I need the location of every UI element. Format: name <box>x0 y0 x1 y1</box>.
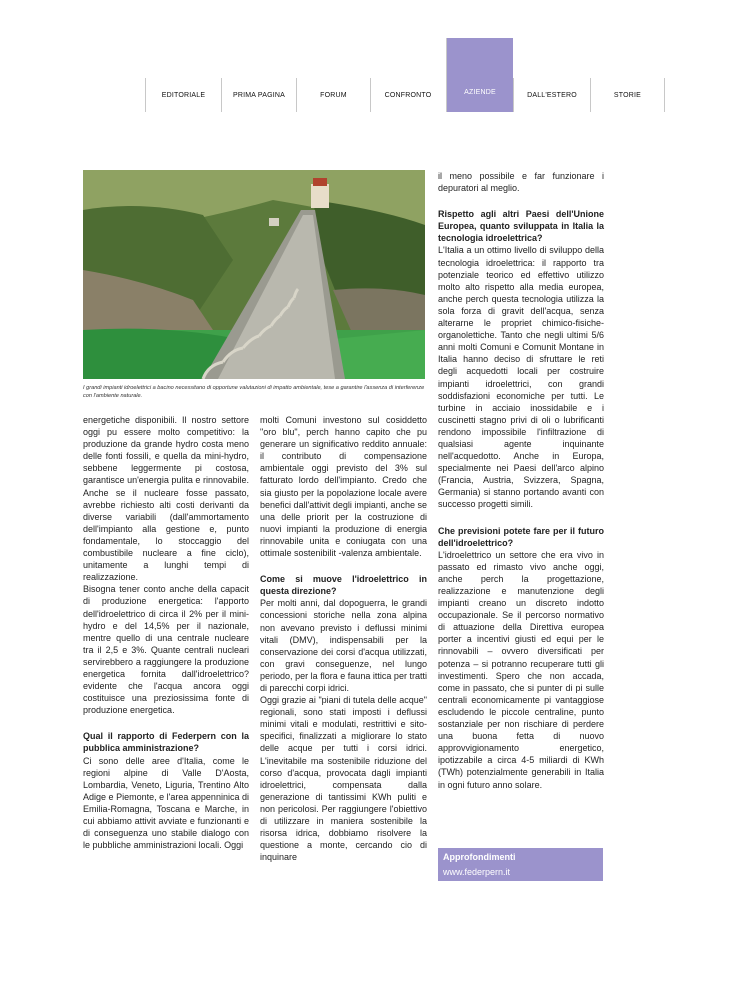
paragraph: Ci sono delle aree d'Italia, come le regioni alpine di Valle D'Aosta, Lombardia, Veneto, Liguria, Trentino Alto Adige e Piemonte, e l'area appenninica di Emilia-Romagna, Toscana e Marche, in cui abbiamo attivit avviate e funzionanti e di conseguenza uno stabile dialogo con le pubbliche amministrazioni locali. Oggi <box>83 755 249 851</box>
article-column-2 <box>260 414 427 863</box>
paragraph: L'idroelettrico un settore che era vivo in passato ed rimasto vivo anche oggi, anche perch la progettazione, realizzazione e manutenzione degli impianti creano un discreto indotto occupazionale. Se il percorso normativo di attuazione della Direttiva europea porter a incentivi giusti ed equi per le rinnovabili – ovvero diversificati per potenza – si potranno recuperare tutti gli investimenti. Spero che non accada, come in passato, che si punter di pi sulle centrali economicamente pi vantaggiose escludendo le piccole centraline, punto sostanziale per non rischiare di perdere una buona fetta di nuovo approvvigionamento energetico, ipotizzabile a circa 4-5 miliardi di KWh (TWh) potenzialmente generabili in Italia in ogni futuro anno solare. <box>438 549 604 790</box>
paragraph: Per molti anni, dal dopoguerra, le grandi concessioni storiche nella zona alpina non avevano previsto i deflussi minimi vitali (DMV), indispensabili per la conservazione dei corsi d'acqua utilizzati, con gravi conseguenze, nel lungo periodo, per la flora e fauna ittica per tratti di parecchi corpi idrici. <box>260 598 427 693</box>
nav-prima-pagina[interactable]: PRIMA PAGINA <box>221 78 296 112</box>
paragraph: L'Italia a un ottimo livello di sviluppo della tecnologia idroelettrica: il rapporto tra potenziale teorico ed effettivo utilizzo molto alto rispetto alla media europea, anche perch questa tecnologia utilizza la sola forza di gravit dell'acqua, senza alterarne le propriet chimico-fisiche-organolettiche. Tanto che negli ultimi 5/6 anni molti Comuni e Comunit Montane in Italia hanno deciso di sfruttare le reti degli acquedotti locali per costruire impianti idroelettrici, con grandi soddisfazioni economiche per tutti. Le turbine in acciaio inossidabile e i cuscinetti stagno privi di oli o lubrificanti rendono impossibile l'infiltrazione di qualsiasi agente inquinante nell'acquedotto. Anche in Europa, specialmente nei Paesi dell'arco alpino (Francia, Austria, Svizzera, Spagna, Germania) si stanno portando avanti con successo progetti simili. <box>438 245 604 510</box>
question-heading: Che previsioni potete fare per il futuro dell'idroelettrico? <box>438 525 604 548</box>
nav-dall-estero[interactable]: DALL'ESTERO <box>513 78 590 112</box>
dam-illustration <box>83 170 425 379</box>
nav-aziende[interactable]: AZIENDE <box>446 38 513 112</box>
approfondimenti-box <box>438 848 603 881</box>
article-column-1 <box>83 414 249 851</box>
question-heading: Come si muove l'idroelettrico in questa direzione? <box>260 574 427 597</box>
paragraph: Oggi grazie ai "piani di tutela delle acque" regionali, sono stati imposti i deflussi minimi vitali e modulati, restrittivi e sito-specifici, finalizzati a migliorare lo stato delle acque per tutti i corsi idrici. L'inevitabile ma sostenibile riduzione del corso d'acqua, provocata dagli impianti idroelettrici, compensata dalla generazione di tantissimi KWh puliti e non pericolosi. Per raggiungere l'obiettivo di utilizzare in maniera sostenibile la risorsa idrica, dobbiamo risolvere la questione a monte, cercando cio di inquinare <box>260 695 427 863</box>
nav-forum[interactable]: FORUM <box>296 78 370 112</box>
paragraph: molti Comuni investono sul cosiddetto "oro blu", perch hanno capito che pu generare un significativo reddito annuale: il contributo di compensazione ambientale oggi previsto del 3% sul fatturato lordo dell'impianto. Credo che sia giusto per la popolazione locale avere benefici dall'attivit degli impianti, anche se una delle priorit per la costruzione di nuovi impianti la produzione di energia rinnovabile unita e coniugata con una ottimale sostenibilit -valenza ambientale. <box>260 415 427 559</box>
paragraph: il meno possibile e far funzionare i depuratori al meglio. <box>438 171 604 194</box>
dam-photo <box>83 170 425 379</box>
nav-storie[interactable]: STORIE <box>590 78 665 112</box>
website-link[interactable]: www.federpern.it <box>443 867 511 877</box>
nav-confronto[interactable]: CONFRONTO <box>370 78 445 112</box>
question-heading: Rispetto agli altri Paesi dell'Unione Europea, quanto sviluppata in Italia la tecnologia idroelettrica? <box>438 209 604 244</box>
article-column-3 <box>438 170 604 791</box>
box-title: Approfondimenti <box>443 852 516 862</box>
nav-editoriale[interactable]: EDITORIALE <box>145 78 221 112</box>
photo-caption: I grandi impianti idroelettrici a bacino necessitano di opportune valutazioni di impatto ambientale, tese a garantire l'assenza di interferenze con l'ambiente naturale. <box>83 385 425 399</box>
question-heading: Qual il rapporto di Federpern con la pubblica amministrazione? <box>83 731 249 754</box>
paragraph: energetiche disponibili. Il nostro settore oggi pu essere molto competitivo: la produzione da grande hydro costa meno delle fonti fossili, e quella da mini-hydro, sebbene leggermente pi costosa, garantisce un'energia pulita e rinnovabile. Anche se il nucleare fosse passato, avrebbe richiesto alti costi derivanti da diverse variabili (dall'ammortamento dell'impianto alla gestione e, punto fondamentale, lo stoccaggio del combustibile nucleare a fine ciclo), unitamente a lunghi tempi di realizzazione. <box>83 415 249 583</box>
section-nav <box>145 78 665 112</box>
paragraph: Bisogna tener conto anche della capacit di produzione energetica: l'apporto dell'idroelettrico di circa il 2% per il mini-hydro e del 14,5% per il nazionale, mentre quello di una centrale nucleare tra il 2,5 e 3%. Quante centrali nucleari servirebbero a raggiungere la produzione energetica fornita dall'idroelettrico? evidente che l'acqua ancora oggi costituisce una preziosissima fonte di produzione energetica. <box>83 584 249 716</box>
